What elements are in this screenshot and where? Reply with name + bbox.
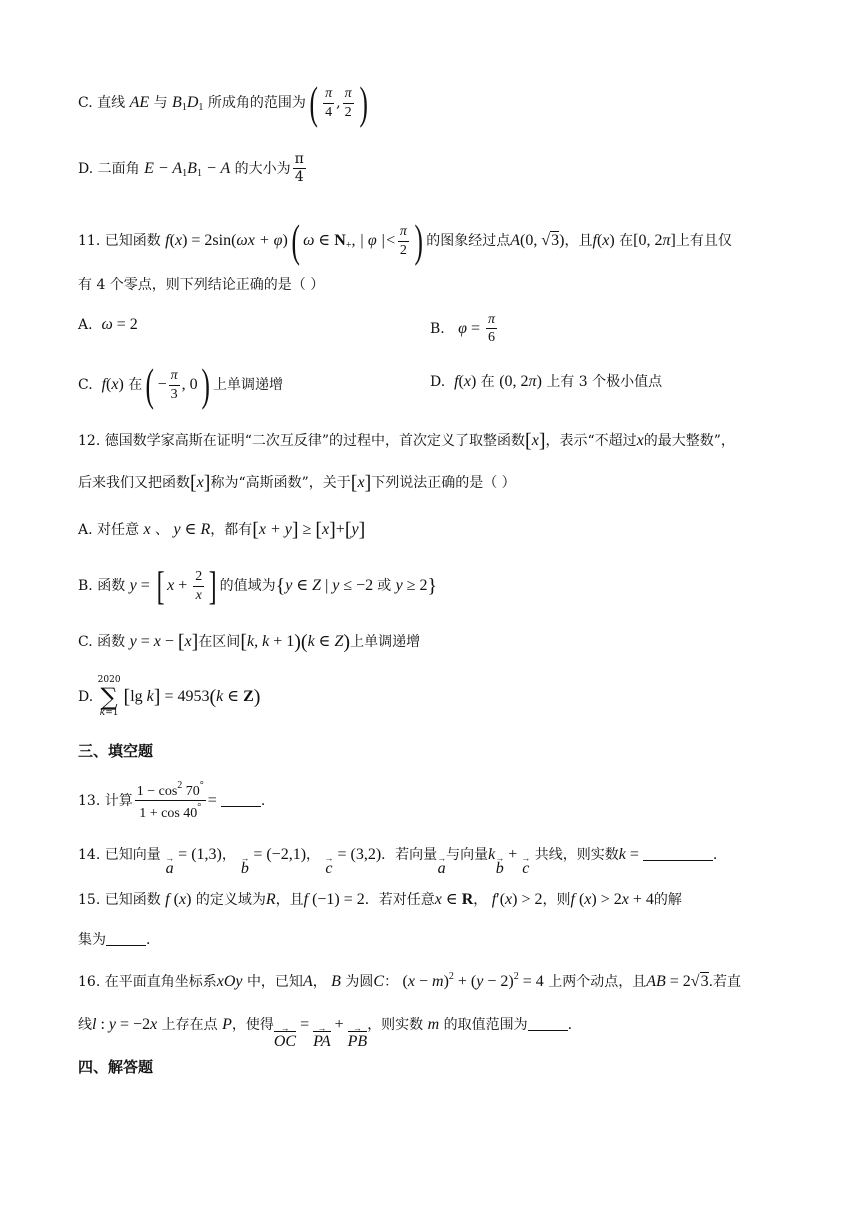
q12-line1b: ，表示“不超过 — [545, 433, 637, 449]
q10-option-d: D. 二面角 $E - A_1B_1 - A$ 的大小为 $\frac{\pi}{4}$ — [78, 151, 304, 186]
q15e: ，则 — [542, 892, 571, 908]
q12-a-mid: 、 — [155, 522, 170, 538]
q15f: 的解 — [653, 892, 682, 908]
q16-line2e: 的取值范围为 — [443, 1017, 528, 1033]
q15-line2: 集为 . — [78, 932, 151, 948]
q11-line2: 有 4 个零点，则下列结论正确的是（ ） — [78, 277, 325, 293]
q12-c-label: C. 函数 — [78, 634, 126, 650]
q15-line1: 15. 已知函数 f (x) 的定义域为R，且f (−1) = 2．若对任意x ∈ R， f′(x) > 2，则f (x) > 2x + 4的解 — [78, 891, 682, 908]
q11-a-label: A. — [78, 317, 93, 333]
q12-line2a: 后来我们又把函数 — [78, 475, 190, 491]
q14c: 与向量 — [446, 847, 489, 863]
q12-b-mid: 的值域为 — [219, 578, 276, 594]
q16b: 中，已知 — [246, 974, 303, 990]
q12-b-or: 或 — [377, 578, 392, 594]
q10-option-c: C. 直线 AE 与 $B_1D_1$ 所成角的范围为( $\frac{\pi}{4}$ , $\frac{\pi}{2}$ ) — [78, 77, 368, 128]
q11-c-in: 在 — [128, 377, 143, 393]
q11-b-label: B. — [430, 320, 445, 337]
q15b: 的定义域为 — [195, 892, 266, 908]
q16-line1: 16. 在平面直角坐标系xOy 中，已知A， B 为圆C： $(x - m)^2 + (y - 2)^2 = 4$ 上两个动点，且AB = 2√3.若直 — [78, 971, 742, 990]
q10-d-label: D. 二面角 — [78, 160, 140, 177]
q11-d-in: 在 — [480, 374, 495, 390]
q16e: .若直 — [708, 974, 742, 990]
q11-option-b: B. φ = $\frac{\pi}{6}$ — [430, 312, 496, 346]
q11-tail: 上有且仅 — [675, 233, 732, 249]
q14a: 14. 已知向量 — [78, 847, 161, 863]
q12-c-end: 上单调递增 — [350, 634, 421, 650]
q10-d-end: 的大小为 — [234, 160, 291, 177]
q10-c-end: 所成角的范围为 — [207, 95, 306, 111]
q10-c-label: C. 直线 — [78, 95, 126, 111]
q11-d-label: D. — [430, 374, 446, 390]
q11-stem: 11. 已知函数 f(x) = 2sin(ωx + φ)( ω ∈ $N_+$, | φ |< $\frac{\pi}{2}$ ) 的图象经过点A(0, √3)，且f(x) 在[0, 2π]上有且仅 — [78, 215, 732, 266]
section-4-heading: 四、解答题 — [78, 1058, 154, 1076]
q11-option-d: D. f(x) 在 (0, 2π) 上有 3 个极小值点 — [430, 373, 663, 390]
q12-stem-line1: 12. 德国数学家高斯在证明“二次互反律”的过程中，首次定义了取整函数[x]，表示“不超过x的最大整数”， — [78, 430, 735, 452]
q12-d-label: D. — [78, 689, 94, 705]
q10-c-mid: 与 — [153, 95, 168, 111]
q12-option-a: A. 对任意 x 、 y ∈ R，都有[x + y] ≥ [x]+[y] — [78, 519, 366, 541]
q11-and: ，且 — [564, 233, 593, 249]
q16d: 上两个动点，且 — [548, 974, 647, 990]
q14d: 共线，则实数 — [534, 847, 619, 863]
q11-option-c: C. f(x) 在( − $\frac{\pi}{3}$ , 0) 上单调递增 — [78, 359, 283, 410]
q11-number: 11. 已知函数 — [78, 233, 161, 249]
q12-c-mid: 在区间 — [198, 634, 241, 650]
q16-line2a: 线 — [78, 1017, 92, 1033]
q16-line2d: ，则实数 — [367, 1017, 424, 1033]
q12-line1c: 的最大整数”， — [643, 433, 735, 449]
q13-label: 13. 计算 — [78, 792, 133, 809]
q11-c-label: C. — [78, 377, 93, 393]
q11-c-end: 上单调递增 — [212, 377, 283, 393]
q12-b-label: B. 函数 — [78, 578, 126, 594]
q16-line2: 线l : y = −2x 上存在点 P，使得 → OC = → PA + → PB ，则实数 m 的取值范围为 . — [78, 1016, 573, 1050]
q16-line2b: 上存在点 — [161, 1017, 218, 1033]
q12-line2c: 下列说法正确的是（ ） — [371, 475, 516, 491]
q11-pass: 的图象经过点 — [426, 233, 511, 249]
q11-option-a: A. ω = 2 — [78, 316, 138, 333]
q12-stem-line2: 后来我们又把函数[x]称为“高斯函数”，关于[x]下列说法正确的是（ ） — [78, 472, 516, 494]
q15a: 15. 已知函数 — [78, 892, 161, 908]
q12-a-end: ，都有 — [210, 522, 253, 538]
q16a: 16. 在平面直角坐标系 — [78, 974, 217, 990]
q16-line2c: ，使得 — [231, 1017, 274, 1033]
q15c: ，且 — [275, 892, 304, 908]
section-3-heading: 三、填空题 — [78, 742, 154, 760]
q14b: ．若向量 — [381, 847, 438, 863]
q12-line2b: 称为“高斯函数”，关于 — [210, 475, 351, 491]
q16c: 为圆 — [345, 974, 374, 990]
q11-in: 在 — [619, 233, 634, 249]
q14: 14. 已知向量 → a = (1,3)， → b = (−2,1)， → c = (3,2)．若向量 → a与向量k → b + → c 共线，则实数k = . — [78, 846, 718, 877]
q13: 13. 计算 $\frac{1 - \cos^2 70^\circ}{1 + \cos 40^\circ}$ = . — [78, 780, 266, 822]
q12-a-label: A. 对任意 — [78, 522, 140, 538]
q11-d-end: 上有 3 个极小值点 — [546, 374, 663, 390]
q15d: ．若对任意 — [364, 892, 435, 908]
q15-line2-text: 集为 — [78, 932, 106, 948]
q12-option-d: D. 2020 ∑ k=1 [lg k] = 4953(k ∈ Z) — [78, 675, 261, 718]
q12-line1a: 12. 德国数学家高斯在证明“二次互反律”的过程中，首次定义了取整函数 — [78, 433, 526, 449]
q12-option-c: C. 函数 y = x − [x]在区间[k, k + 1)(k ∈ Z)上单调递增 — [78, 631, 421, 653]
q12-option-b: B. 函数 y = [ x + $\frac{2}{x}$ ] 的值域为{y ∈ Z | y ≤ −2 或 y ≥ 2} — [78, 563, 438, 608]
